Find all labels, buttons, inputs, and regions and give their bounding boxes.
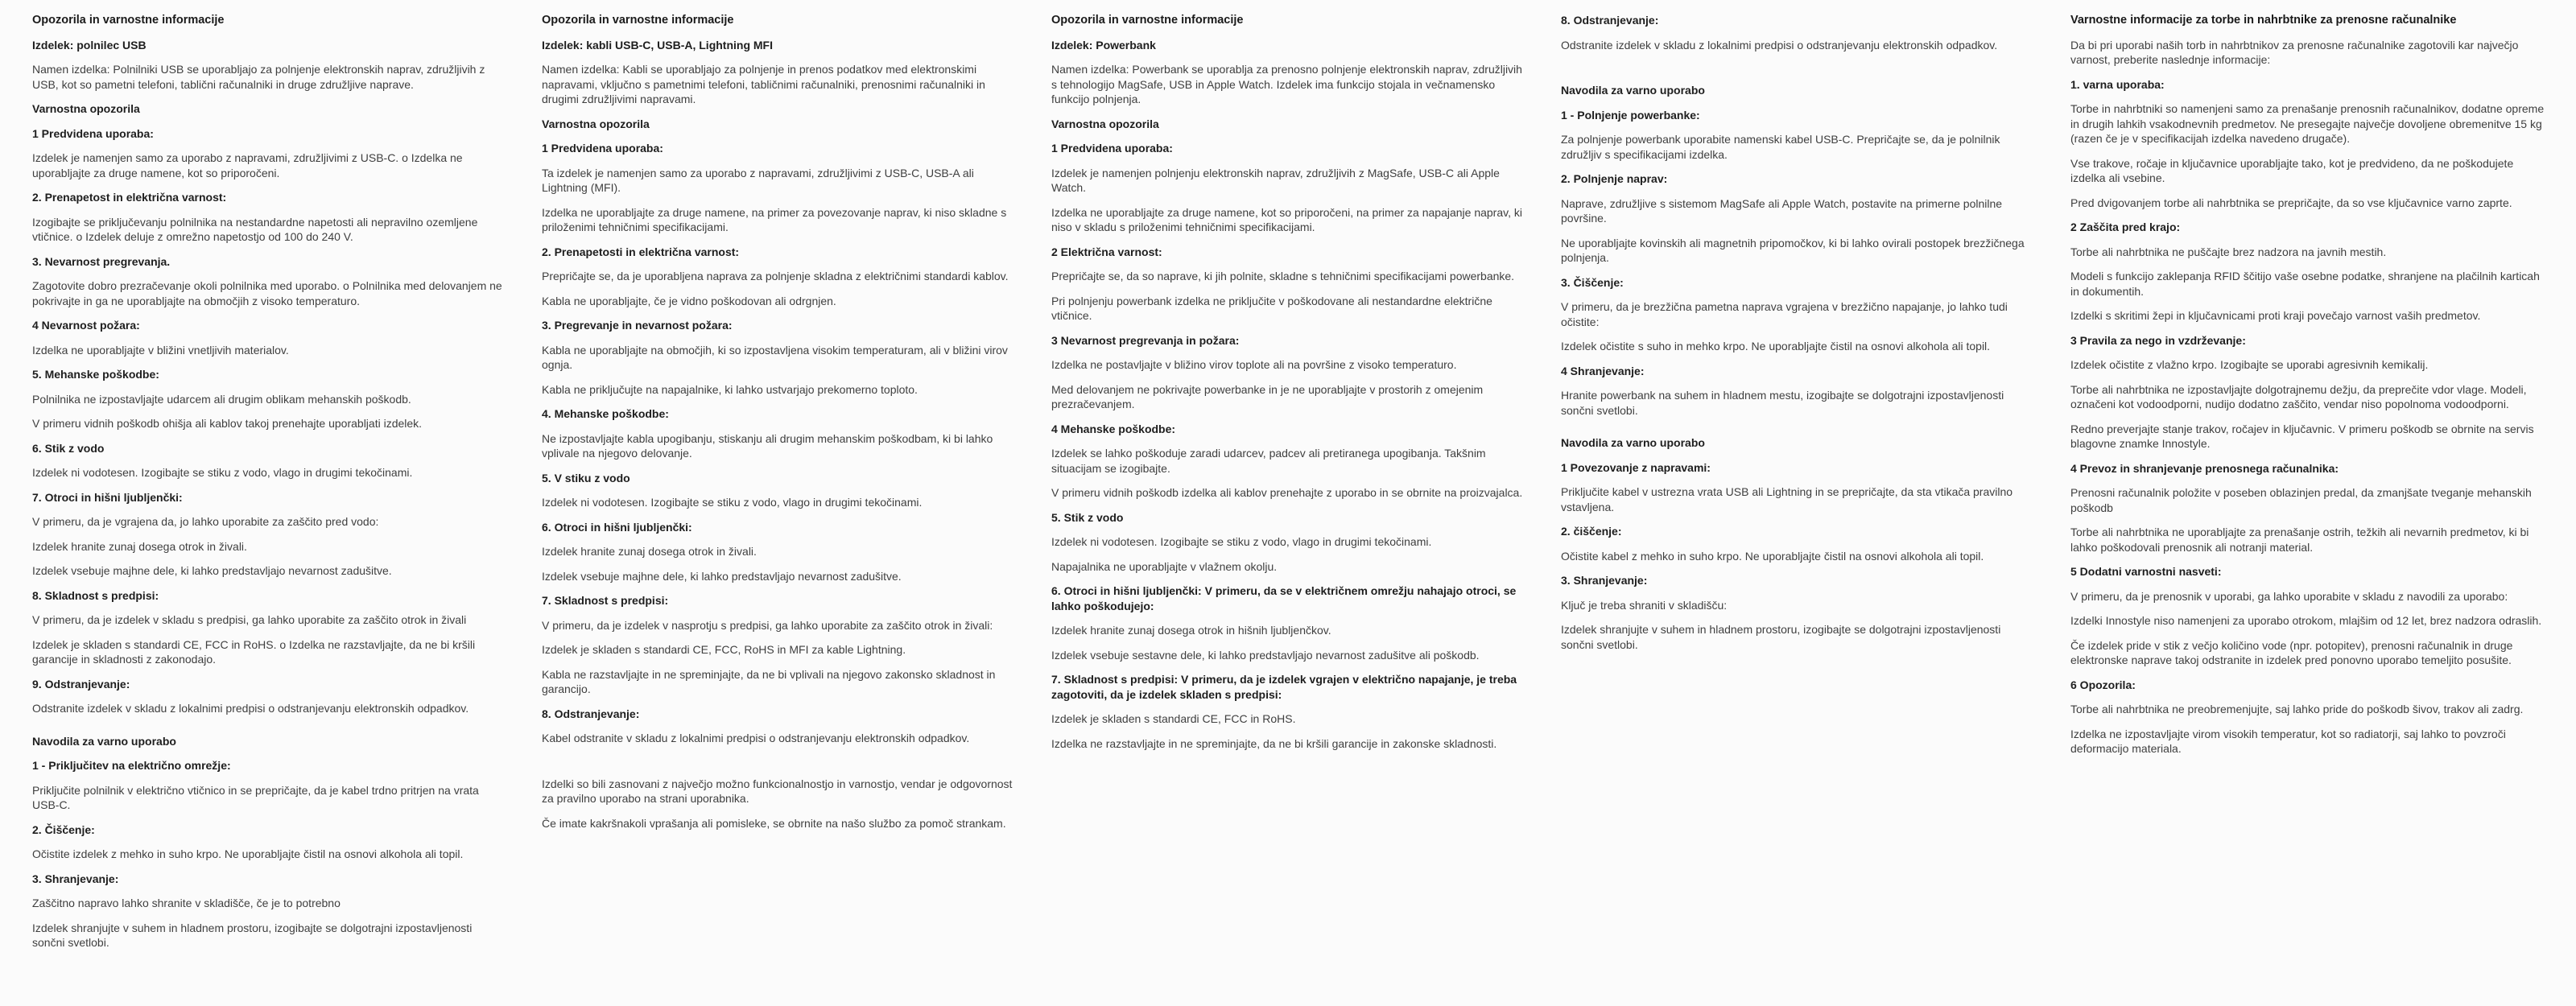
column-usage-guides <box>1561 13 2036 662</box>
paragraph: Kabla ne uporabljajte na območjih, ki so izpostavljena visokim temperaturam, ali v bližini virov ognja. <box>542 343 1008 371</box>
section-heading: 2. Polnjenje naprav: <box>1561 172 1668 185</box>
paragraph: Kabla ne uporabljajte, če je vidno poškodovan ali odrgnjen. <box>542 294 836 307</box>
section-heading: 3. Shranjevanje: <box>1561 574 1648 587</box>
section-heading: 2. Prenapetosti in električna varnost: <box>542 245 740 258</box>
paragraph: V primeru vidnih poškodb ohišja ali kablov takoj prenehajte uporabljati izdelek. <box>32 417 423 430</box>
paragraph: Redno preverjajte stanje trakov, ročajev in ključavnic. V primeru poškodb se obrnite na servis blagovne znamke Innostyle. <box>2070 422 2534 450</box>
section-heading: 3. Nevarnost pregrevanja. <box>32 254 171 268</box>
paragraph: Izdelek vsebuje majhne dele, ki lahko predstavljajo nevarnost zadušitve. <box>32 564 392 577</box>
section-heading: 6. Otroci in hišni ljubljenčki: V primeru, da se v električnem omrežju nahajajo otroci, se lahko poškodujejo: <box>1051 584 1517 612</box>
paragraph: V primeru, da je brezžična pametna naprava vgrajena v brezžično napajanje, jo lahko tudi očistite: <box>1561 300 2008 328</box>
paragraph: Izdelka ne uporabljajte v bližini vnetljivih materialov. <box>32 343 289 357</box>
section-heading: 2. Čiščenje: <box>32 823 95 836</box>
paragraph: Izdelek se lahko poškoduje zaradi udarcev, padcev ali pretiranega upogibanja. Takšnim situacijam se izogibajte. <box>1051 447 1486 475</box>
paragraph: Izdelek je namenjen polnjenju elektronskih naprav, združljivih z MagSafe, USB-C ali Apple Watch. <box>1051 166 1500 194</box>
document-title: Opozorila in varnostne informacije <box>1051 14 1244 27</box>
paragraph: Izdelek ni vodotesen. Izogibajte se stiku z vodo, vlago in drugimi tekočinami. <box>1051 535 1432 548</box>
section-heading: 4 Prevoz in shranjevanje prenosnega računalnika: <box>2070 461 2339 475</box>
section-heading: 3 Nevarnost pregrevanja in požara: <box>1051 333 1240 347</box>
paragraph: Prepričajte se, da so naprave, ki jih polnite, skladne s tehničnimi specifikacijami powerbanke. <box>1051 270 1515 282</box>
column-laptop-bags <box>2070 13 2545 766</box>
section-heading: 5. Stik z vodo <box>1051 510 1124 524</box>
vertical-spacer <box>32 726 507 734</box>
paragraph: Če imate kakršnakoli vprašanja ali pomisleke, se obrnite na našo službo za pomoč strankam. <box>542 816 1006 830</box>
paragraph: Izdelek je skladen s standardi CE, FCC in RoHS. <box>1051 712 1296 725</box>
section-heading: 1 - Priključitev na električno omrežje: <box>32 759 231 772</box>
section-heading: 4. Mehanske poškodbe: <box>542 407 669 420</box>
paragraph: Pred dvigovanjem torbe ali nahrbtnika se prepričajte, da so vse ključavnice varno zaprte. <box>2070 196 2512 209</box>
paragraph: Priključite kabel v ustrezna vrata USB ali Lightning in se prepričajte, da sta vtikača pravilno vstavljena. <box>1561 485 2013 513</box>
section-heading: 5. V stiku z vodo <box>542 471 630 484</box>
section-heading: 5 Dodatni varnostni nasveti: <box>2070 565 2222 578</box>
section-heading: 1 Predvidena uporaba: <box>32 126 154 140</box>
paragraph: Kabla ne priključujte na napajalnike, ki lahko ustvarjajo prekomerno toploto. <box>542 382 918 396</box>
section-heading: 3. Shranjevanje: <box>32 872 119 885</box>
section-heading: 1 Povezovanje z napravami: <box>1561 460 1711 474</box>
section-heading: 9. Odstranjevanje: <box>32 677 130 691</box>
paragraph: Pri polnjenju powerbank izdelka ne priključite v poškodovane ali nestandardne električne vtičnice. <box>1051 294 1492 322</box>
paragraph: Napajalnika ne uporabljajte v vlažnem okolju. <box>1051 559 1278 573</box>
paragraph: V primeru, da je prenosnik v uporabi, ga lahko uporabite v skladu z navodili za uporabo: <box>2070 589 2508 603</box>
section-heading: Izdelek: kabli USB-C, USB-A, Lightning MFI <box>542 38 773 52</box>
paragraph: Zaščitno napravo lahko shranite v skladišče, če je to potrebno <box>32 897 341 909</box>
paragraph: Izdelek je namenjen samo za uporabo z napravami, združljivimi z USB-C. o Izdelka ne uporabljajte za druge namene, kot so priporočeni. <box>32 151 463 179</box>
paragraph: Izdelek shranjujte v suhem in hladnem prostoru, izogibajte se dolgotrajni izpostavljenosti sončni svetlobi. <box>32 921 473 949</box>
section-heading: 4 Mehanske poškodbe: <box>1051 422 1176 435</box>
paragraph: Izdelek je skladen s standardi CE, FCC in RoHS. o Izdelka ne razstavljajte, da ne bi kršili garancije in skladnosti z zakonodajo. <box>32 637 476 666</box>
vertical-spacer <box>542 756 1017 777</box>
paragraph: Zagotovite dobro prezračevanje okoli polnilnika med uporabo. o Polnilnika med delovanjem ne pokrivajte in ga ne uporabljajte na območjih z visoko temperaturo. <box>32 279 502 307</box>
paragraph: Kabel odstranite v skladu z lokalnimi predpisi o odstranjevanju elektronskih odpadkov. <box>542 732 970 744</box>
paragraph: Med delovanjem ne pokrivajte powerbanke in je ne uporabljajte v prostorih z omejenim prezračevanjem. <box>1051 382 1484 410</box>
section-heading: 2 Električna varnost: <box>1051 245 1162 258</box>
section-heading: 6 Opozorila: <box>2070 678 2136 691</box>
paragraph: Izdelek ni vodotesen. Izogibajte se stiku z vodo, vlago in drugimi tekočinami. <box>32 466 413 479</box>
paragraph: Očistite izdelek z mehko in suho krpo. Ne uporabljajte čistil na osnovi alkohola ali topil. <box>32 847 464 860</box>
paragraph: V primeru, da je vgrajena da, jo lahko uporabite za zaščito pred vodo: <box>32 515 379 528</box>
paragraph: Naprave, združljive s sistemom MagSafe ali Apple Watch, postavite na primerne polnilne površine. <box>1561 196 2003 225</box>
paragraph: Prepričajte se, da je uporabljena naprava za polnjenje skladna z električnimi standardi kablov. <box>542 270 1009 282</box>
section-heading: Navodila za varno uporabo <box>1561 84 1705 97</box>
paragraph: Ta izdelek je namenjen samo za uporabo z napravami, združljivimi z USB-C, USB-A ali Lightning (MFI). <box>542 166 974 194</box>
paragraph: Izogibajte se priključevanju polnilnika na nestandardne napetosti ali nepravilno ozemljene vtičnice. o Izdelek deluje z omrežno napetostjo od 100 do 240 V. <box>32 215 478 243</box>
paragraph: Vse trakove, ročaje in ključavnice uporabljajte tako, kot je predvideno, da ne poškodujete izdelka ali vsebine. <box>2070 156 2514 184</box>
section-heading: Izdelek: Powerbank <box>1051 38 1156 52</box>
paragraph: Izdelek vsebuje majhne dele, ki lahko predstavljajo nevarnost zadušitve. <box>542 569 902 583</box>
section-heading: 7. Otroci in hišni ljubljenčki: <box>32 490 183 504</box>
paragraph: V primeru, da je izdelek v skladu s predpisi, ga lahko uporabite za zaščito otrok in živali <box>32 613 467 626</box>
paragraph: Da bi pri uporabi naših torb in nahrbtnikov za prenosne računalnike zagotovili kar največjo varnost, preberite naslednje informacije: <box>2070 38 2519 66</box>
paragraph: Ključ je treba shraniti v skladišču: <box>1561 598 1728 612</box>
section-heading: 5. Mehanske poškodbe: <box>32 368 159 381</box>
paragraph: Kabla ne razstavljajte in ne spreminjajte, da ne bi vplivali na njegovo zakonsko skladnost in garancijo. <box>542 667 996 695</box>
section-heading: 4 Nevarnost požara: <box>32 319 140 332</box>
section-heading: Varnostna opozorila <box>32 102 140 115</box>
paragraph: Namen izdelka: Polnilniki USB se uporabljajo za polnjenje elektronskih naprav, združljivih z USB, kot so pametni telefoni, tablični računalniki in druge združljive naprave. <box>32 63 485 91</box>
paragraph: Modeli s funkcijo zaklepanja RFID ščitijo vaše osebne podatke, shranjene na plačilnih karticah in dokumentih. <box>2070 270 2540 298</box>
paragraph: Izdelka ne uporabljajte za druge namene, na primer za povezovanje naprav, ki niso skladne s priloženimi tehničnimi specifikacijami. <box>542 205 1007 233</box>
paragraph: Izdelek očistite s suho in mehko krpo. Ne uporabljajte čistil na osnovi alkohola ali topil. <box>1561 340 1991 353</box>
section-heading: Varnostna opozorila <box>542 117 650 130</box>
section-heading: 3. Pregrevanje in nevarnost požara: <box>542 319 733 332</box>
paragraph: Izdelka ne razstavljajte in ne spreminjajte, da ne bi kršili garancije in zakonske skladnosti. <box>1051 736 1497 750</box>
paragraph: Izdelek vsebuje sestavne dele, ki lahko predstavljajo nevarnost zadušitve ali poškodb. <box>1051 648 1480 662</box>
paragraph: Odstranite izdelek v skladu z lokalnimi predpisi o odstranjevanju elektronskih odpadkov. <box>1561 38 1998 52</box>
section-heading: 3. Čiščenje: <box>1561 275 1624 289</box>
section-heading: 2 Zaščita pred krajo: <box>2070 221 2181 233</box>
section-heading: 2. Prenapetost in električna varnost: <box>32 191 227 204</box>
paragraph: Izdelek hranite zunaj dosega otrok in živali. <box>32 539 247 553</box>
paragraph: Če izdelek pride v stik z večjo količino vode (npr. potopitev), prenosni računalnik in druge elektronske naprave takoj odstranite in izdelek pred ponovno uporabo temeljito posušite. <box>2070 638 2513 666</box>
section-heading: 3 Pravila za nego in vzdrževanje: <box>2070 333 2246 347</box>
paragraph: V primeru, da je izdelek v nasprotju s predpisi, ga lahko uporabite za zaščito otrok in živali: <box>542 618 993 632</box>
paragraph: Izdelki s skritimi žepi in ključavnicami proti kraji povečajo varnost vaših predmetov. <box>2070 309 2481 322</box>
vertical-spacer <box>1561 427 2036 435</box>
paragraph: Torbe ali nahrbtnika ne uporabljajte za prenašanje ostrih, težkih ali nevarnih predmetov, ki bi lahko poškodovali prenosnik ali notranji material. <box>2070 526 2529 554</box>
column-cables <box>542 13 1017 840</box>
paragraph: Izdelek shranjujte v suhem in hladnem prostoru, izogibajte se dolgotrajni izpostavljenosti sončni svetlobi. <box>1561 623 2001 651</box>
section-heading: 8. Skladnost s predpisi: <box>32 588 159 602</box>
paragraph: Izdelek očistite z vlažno krpo. Izogibajte se uporabi agresivnih kemikalij. <box>2070 358 2429 371</box>
section-heading: 6. Otroci in hišni ljubljenčki: <box>542 520 692 534</box>
section-heading: 8. Odstranjevanje: <box>542 707 640 720</box>
section-heading: 1. varna uporaba: <box>2070 77 2165 91</box>
document-title: Varnostne informacije za torbe in nahrbtnike za prenosne računalnike <box>2070 14 2457 27</box>
paragraph: Torbe ali nahrbtnika ne izpostavljajte dolgotrajnemu dežju, da preprečite vdor vlage. Modeli, označeni kot vodoodporni, nudijo dodatno zaščito, vendar niso popolnoma vodoodporni. <box>2070 382 2527 410</box>
paragraph: Namen izdelka: Kabli se uporabljajo za polnjenje in prenos podatkov med elektronskimi napravami, vključno s pametnimi telefoni, tabličnimi računalniki, prenosnimi računalniki in drugimi združljivimi napravami. <box>542 63 985 105</box>
paragraph: Hranite powerbank na suhem in hladnem mestu, izogibajte se dolgotrajni izpostavljenosti sončni svetlobi. <box>1561 389 2004 417</box>
paragraph: Torbe ali nahrbtnika ne puščajte brez nadzora na javnih mestih. <box>2070 245 2387 258</box>
section-heading: 1 Predvidena uporaba: <box>542 142 663 155</box>
paragraph: Izdelek ni vodotesen. Izogibajte se stiku z vodo, vlago in drugimi tekočinami. <box>542 496 923 509</box>
section-heading: 4 Shranjevanje: <box>1561 364 1645 377</box>
paragraph: Polnilnika ne izpostavljajte udarcem ali drugim oblikam mehanskih poškodb. <box>32 392 411 406</box>
paragraph: Priključite polnilnik v električno vtičnico in se prepričajte, da je kabel trdno pritrjen na vrata USB-C. <box>32 783 479 811</box>
paragraph: Ne uporabljajte kovinskih ali magnetnih pripomočkov, ki bi lahko ovirali postopek brezžičnega polnjenja. <box>1561 236 2025 264</box>
section-heading: 7. Skladnost s predpisi: V primeru, da je izdelek vgrajen v električno napajanje, je treba zagotoviti, da je izdelek skladen s predpisi: <box>1051 673 1517 701</box>
paragraph: Izdelki so bili zasnovani z največjo možno funkcionalnostjo in varnostjo, vendar je odgovornost za pravilno uporabo na strani uporabnika. <box>542 777 1013 805</box>
section-heading: Navodila za varno uporabo <box>32 734 176 748</box>
paragraph: Izdelki Innostyle niso namenjeni za uporabo otrokom, mlajšim od 12 let, brez nadzora odraslih. <box>2070 614 2542 627</box>
paragraph: Odstranite izdelek v skladu z lokalnimi predpisi o odstranjevanju elektronskih odpadkov. <box>32 702 469 715</box>
section-heading: 1 Predvidena uporaba: <box>1051 142 1173 155</box>
paragraph: Izdelka ne postavljajte v bližino virov toplote ali na površine z visoko temperaturo. <box>1051 358 1457 371</box>
section-heading: Varnostna opozorila <box>1051 117 1159 130</box>
section-heading: 6. Stik z vodo <box>32 441 105 455</box>
paragraph: Prenosni računalnik položite v poseben oblazinjen predal, da zmanjšate tveganje mehanskih poškodb <box>2070 486 2532 514</box>
paragraph: Izdelka ne izpostavljajte virom visokih temperatur, kot so radiatorji, saj lahko to povzroči deformacijo materiala. <box>2070 727 2506 755</box>
section-heading: Izdelek: polnilec USB <box>32 38 147 52</box>
column-powerbank <box>1051 13 1526 761</box>
document-title: Opozorila in varnostne informacije <box>542 14 734 27</box>
paragraph: Izdelek hranite zunaj dosega otrok in živali. <box>542 545 757 558</box>
paragraph: V primeru vidnih poškodb izdelka ali kablov prenehajte z uporabo in se obrnite na proizvajalca. <box>1051 486 1523 499</box>
column-usb-charger <box>32 13 507 960</box>
section-heading: Navodila za varno uporabo <box>1561 436 1705 449</box>
paragraph: Ne izpostavljajte kabla upogibanju, stiskanju ali drugim mehanskim poškodbam, ki bi lahko vplivale na njegovo delovanje. <box>542 431 993 460</box>
paragraph: Izdelka ne uporabljajte za druge namene, kot so priporočeni, na primer za napajanje naprav, ki niso v skladu s priloženimi tehničnimi specifikacijami. <box>1051 205 1522 233</box>
section-heading: 1 - Polnjenje powerbanke: <box>1561 108 1700 122</box>
paragraph: Očistite kabel z mehko in suho krpo. Ne uporabljajte čistil na osnovi alkohola ali topil. <box>1561 549 1984 563</box>
document-title: Opozorila in varnostne informacije <box>32 14 225 27</box>
section-heading: 7. Skladnost s predpisi: <box>542 594 669 607</box>
vertical-spacer <box>1561 62 2036 83</box>
section-heading: 8. Odstranjevanje: <box>1561 14 1659 27</box>
paragraph: Namen izdelka: Powerbank se uporablja za prenosno polnjenje elektronskih naprav, združljivih s tehnologijo MagSafe, USB in Apple Watch. Izdelek ima funkcijo stojala in večnamensko funkcijo polnjenja. <box>1051 63 1522 105</box>
paragraph: Torbe ali nahrbtnika ne preobremenjujte, saj lahko pride do poškodb šivov, trakov ali zadrg. <box>2070 703 2524 715</box>
paragraph: Za polnjenje powerbank uporabite namenski kabel USB-C. Prepričajte se, da je polnilnik združljiv s specifikacijami izdelka. <box>1561 133 2000 161</box>
section-heading: 2. čiščenje: <box>1561 525 1622 538</box>
paragraph: Izdelek hranite zunaj dosega otrok in hišnih ljubljenčkov. <box>1051 624 1331 637</box>
paragraph: Torbe in nahrbtniki so namenjeni samo za prenašanje prenosnih računalnikov, dodatne opreme in drugih lahkih vsakodnevnih predmetov. Ne presegajte največje dovoljene obremenitve 15 kg (razen če je v specifikacijah izdelka navedeno drugače). <box>2070 102 2545 145</box>
paragraph: Izdelek je skladen s standardi CE, FCC, RoHS in MFI za kable Lightning. <box>542 643 906 656</box>
